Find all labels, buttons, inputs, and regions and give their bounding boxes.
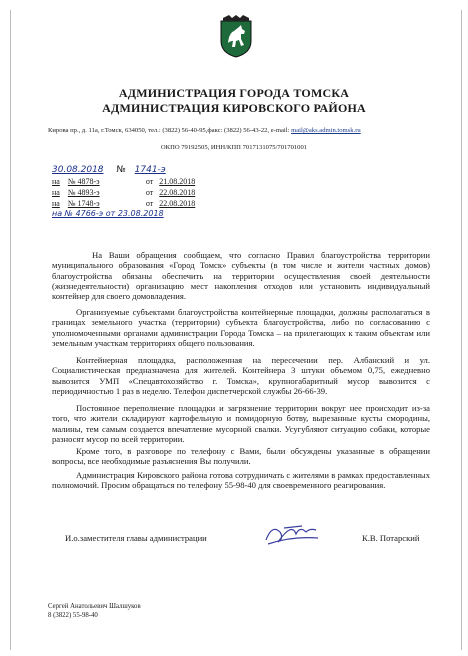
coat-of-arms-icon: [217, 15, 255, 59]
handwritten-ref-row: на № 4766-э от 23.08.2018: [52, 209, 164, 218]
email-link[interactable]: mail@aks.admin.tomsk.ru: [291, 127, 361, 134]
ref-row: на № 4893-э от 22.08.2018: [52, 188, 196, 197]
contact-line: [48, 127, 361, 134]
ref-row: на № 1748-э от 22.08.2018: [52, 199, 196, 208]
okpo-line: ОКПО 79192505, ИНН/КПП 7017131075/701701001: [160, 144, 308, 151]
executor-name: Сергей Анатольевич Шалшуков: [48, 603, 141, 610]
org-title-district: АДМИНИСТРАЦИЯ КИРОВСКОГО РАЙОНА: [102, 101, 366, 115]
handwritten-signature: [262, 518, 322, 548]
paragraph-2: Организуемые субъектами благоустройства контейнерные площадки, должны располагаться в границах земельного участка (территории) субъекта благоустройства, либо по согласованию с уполномоченными органами администрации Города Томска – на прилегающих к таким объектам или земельным участкам территориях общего пользования.: [52, 307, 430, 348]
executor-phone: 8 (3822) 55-98-40: [48, 612, 98, 619]
signer-position: И.о.заместителя главы администрации: [65, 533, 207, 543]
ref-row: на № 4878-э от 21.08.2018: [52, 177, 196, 186]
executor-block: [48, 602, 141, 620]
paragraph-4: Постоянное переполнение площадки и загрязнение территории вокруг нее происходит из-за того, что жители складируют картофельную и помидорную ботву, вырезанные кусты смородины, малины, тем самым создается впечатление мусорной свалки. Усугубляют ситуацию собаки, которые разносят мусор по всей территории.: [52, 403, 430, 444]
org-title-city: АДМИНИСТРАЦИЯ ГОРОДА ТОМСКА: [118, 86, 350, 100]
paragraph-5: Кроме того, в разговоре по телефону с Вами, были обсуждены указанные в обращении вопросы, все необходимые разъяснения Вы получили.: [52, 446, 430, 467]
paragraph-6: Администрация Кировского района готова сотрудничать с жителями в рамках предоставленных полномочий. Просим обращаться по телефону 55-98-40 для своевременного реагирования.: [52, 470, 430, 491]
paragraph-3: Контейнерная площадка, расположенная на пересечении пер. Албанский и ул. Социалистическая предназначена для жителей. Контейнера 3 штуки объемом 0,75, ежедневно вывозится УМП «Спецавтохозяйство г. Томска», крупногабаритный мусор вывозится с периодичностью 1 раз в неделю. Телефон диспетчерской службы 26-66-39.: [52, 355, 430, 396]
outgoing-ref: 30.08.2018 № 1741-э: [52, 165, 166, 175]
address-text: Кирова пр., д. 11а, г.Томск, 634050, тел.: (3822) 56-40-95,факс: (3822) 56-43-22, e-mail:: [48, 127, 290, 134]
outgoing-number: 1741-э: [134, 165, 166, 175]
outgoing-date: 30.08.2018: [52, 165, 104, 175]
paragraph-1: На Ваши обращения сообщаем, что согласно Правил благоустройства территории муниципального образования «Город Томск» субъекты (в том числе и жители частных домов) благоустройства обязаны обеспечить на территории осуществления своей деятельности (жизнедеятельности) организацию мест накопления отходов или установить индивидуальный контейнер для своего домовладения.: [52, 250, 430, 302]
signer-name: К.В. Потарский: [362, 533, 420, 543]
